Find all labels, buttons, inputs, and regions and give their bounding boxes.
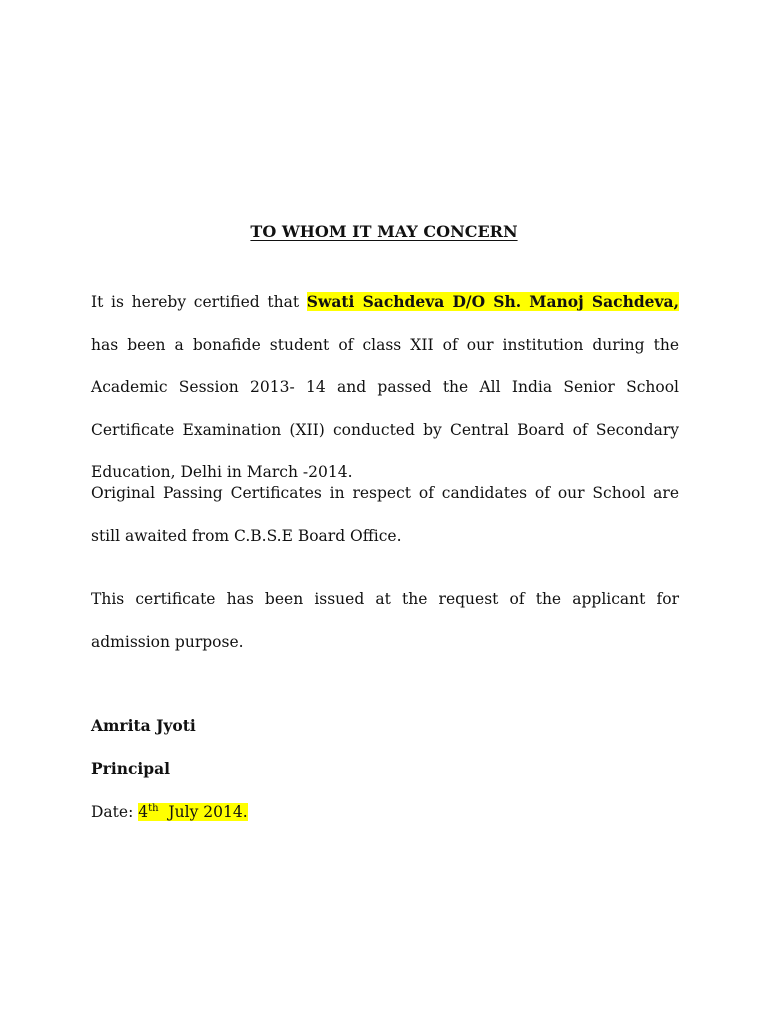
document-heading bbox=[0, 220, 768, 244]
certification-paragraph bbox=[91, 281, 679, 494]
pending-certificates-paragraph: Original Passing Certificates in respect of candidates of our School are still awaited from C.B.S.E Board Office. bbox=[91, 484, 679, 545]
date-label: Date: bbox=[91, 803, 139, 821]
date-value-highlight bbox=[138, 803, 247, 821]
certification-intro: It is hereby certified that bbox=[91, 293, 307, 311]
date-day: 4 bbox=[138, 803, 149, 821]
certification-details: has been a bonafide student of class XII of our institution during the Academic Session 2013- 14 and passed the All India Senior School Certificate Examination (XII) conducted by Central Board of Secondary Education, Delhi in March -2014. bbox=[91, 335, 679, 481]
signatory-title: Principal bbox=[91, 759, 171, 778]
date-month-year: July 2014. bbox=[158, 803, 248, 821]
student-name-highlight: Swati Sachdeva D/O Sh. Manoj Sachdeva, bbox=[306, 292, 679, 311]
signatory-name: Amrita Jyoti bbox=[91, 716, 196, 735]
date-day-suffix: th bbox=[148, 802, 159, 814]
heading-text: TO WHOM IT MAY CONCERN bbox=[250, 222, 518, 241]
issue-date bbox=[91, 800, 248, 824]
issue-purpose-paragraph: This certificate has been issued at the request of the applicant for admission purpose. bbox=[91, 590, 679, 651]
